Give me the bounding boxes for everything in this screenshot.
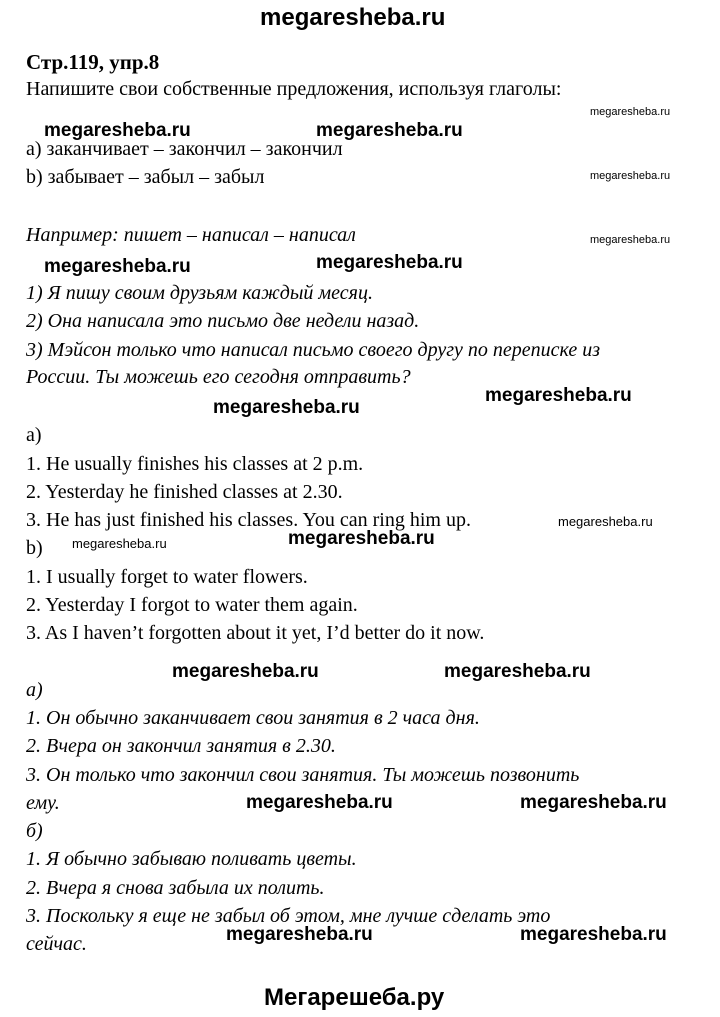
watermark: megaresheba.ru	[246, 792, 393, 813]
watermark: megaresheba.ru	[520, 792, 667, 813]
watermark: megaresheba.ru	[226, 924, 373, 945]
watermark: megaresheba.ru	[444, 661, 591, 682]
answer-en-b-line: 3. As I haven’t forgotten about it yet, I’d better do it now.	[26, 622, 485, 644]
answer-en-a-line: 2. Yesterday he finished classes at 2.30.	[26, 481, 343, 503]
watermark: megaresheba.ru	[172, 661, 319, 682]
answer-en-a-line: 3. He has just finished his classes. You can ring him up.	[26, 509, 471, 531]
answer-ru-a-line: 3. Он только что закончил свои занятия. Ты можешь позвонить	[26, 764, 580, 786]
watermark: megaresheba.ru	[44, 120, 191, 141]
site-footer: Мегарешеба.ру	[264, 984, 445, 1011]
answer-ru-b-line: сейчас.	[26, 933, 87, 955]
answer-ru-b-line: 1. Я обычно забываю поливать цветы.	[26, 848, 357, 870]
watermark-small: megaresheba.ru	[590, 170, 671, 182]
watermark-small: megaresheba.ru	[590, 234, 671, 246]
answer-en-a-label: a)	[26, 424, 42, 446]
verbs-b: b) забывает – забыл – забыл	[26, 166, 265, 188]
answer-en-b-label: b)	[26, 537, 43, 559]
answer-en-b-line: 2. Yesterday I forgot to water them again.	[26, 594, 358, 616]
watermark: megaresheba.ru	[316, 252, 463, 273]
answer-en-a-line: 1. He usually finishes his classes at 2 p.m.	[26, 453, 364, 475]
example-label: Например: пишет – написал – написал	[26, 224, 356, 246]
site-header: megaresheba.ru	[260, 4, 446, 31]
answer-ru-a-line: ему.	[26, 792, 60, 814]
watermark: megaresheba.ru	[213, 397, 360, 418]
answer-ru-b-label: б)	[26, 820, 43, 842]
watermark: megaresheba.ru	[316, 120, 463, 141]
answer-en-b-line: 1. I usually forget to water flowers.	[26, 566, 308, 588]
watermark: megaresheba.ru	[44, 256, 191, 277]
answer-ru-a-label: а)	[26, 679, 43, 701]
exercise-title: Стр.119, упр.8	[26, 50, 160, 74]
answer-ru-b-line: 2. Вчера я снова забыла их полить.	[26, 877, 325, 899]
watermark-small: megaresheba.ru	[558, 514, 653, 529]
example-line: 3) Мэйсон только что написал письмо своего другу по переписке из	[26, 339, 601, 361]
answer-ru-b-line: 3. Поскольку я еще не забыл об этом, мне лучше сделать это	[26, 905, 551, 927]
watermark: megaresheba.ru	[520, 924, 667, 945]
watermark: megaresheba.ru	[485, 385, 632, 406]
example-line: 1) Я пишу своим друзьям каждый месяц.	[26, 282, 373, 304]
watermark-small: megaresheba.ru	[590, 106, 671, 118]
verbs-a: a) заканчивает – закончил – закончил	[26, 138, 343, 160]
example-line: 2) Она написала это письмо две недели назад.	[26, 310, 420, 332]
answer-ru-a-line: 1. Он обычно заканчивает свои занятия в 2 часа дня.	[26, 707, 480, 729]
answer-ru-a-line: 2. Вчера он закончил занятия в 2.30.	[26, 735, 336, 757]
exercise-task: Напишите свои собственные предложения, используя глаголы:	[26, 78, 562, 100]
watermark: megaresheba.ru	[288, 528, 435, 549]
example-line: России. Ты можешь его сегодня отправить?	[26, 366, 411, 388]
watermark-small: megaresheba.ru	[72, 536, 167, 551]
